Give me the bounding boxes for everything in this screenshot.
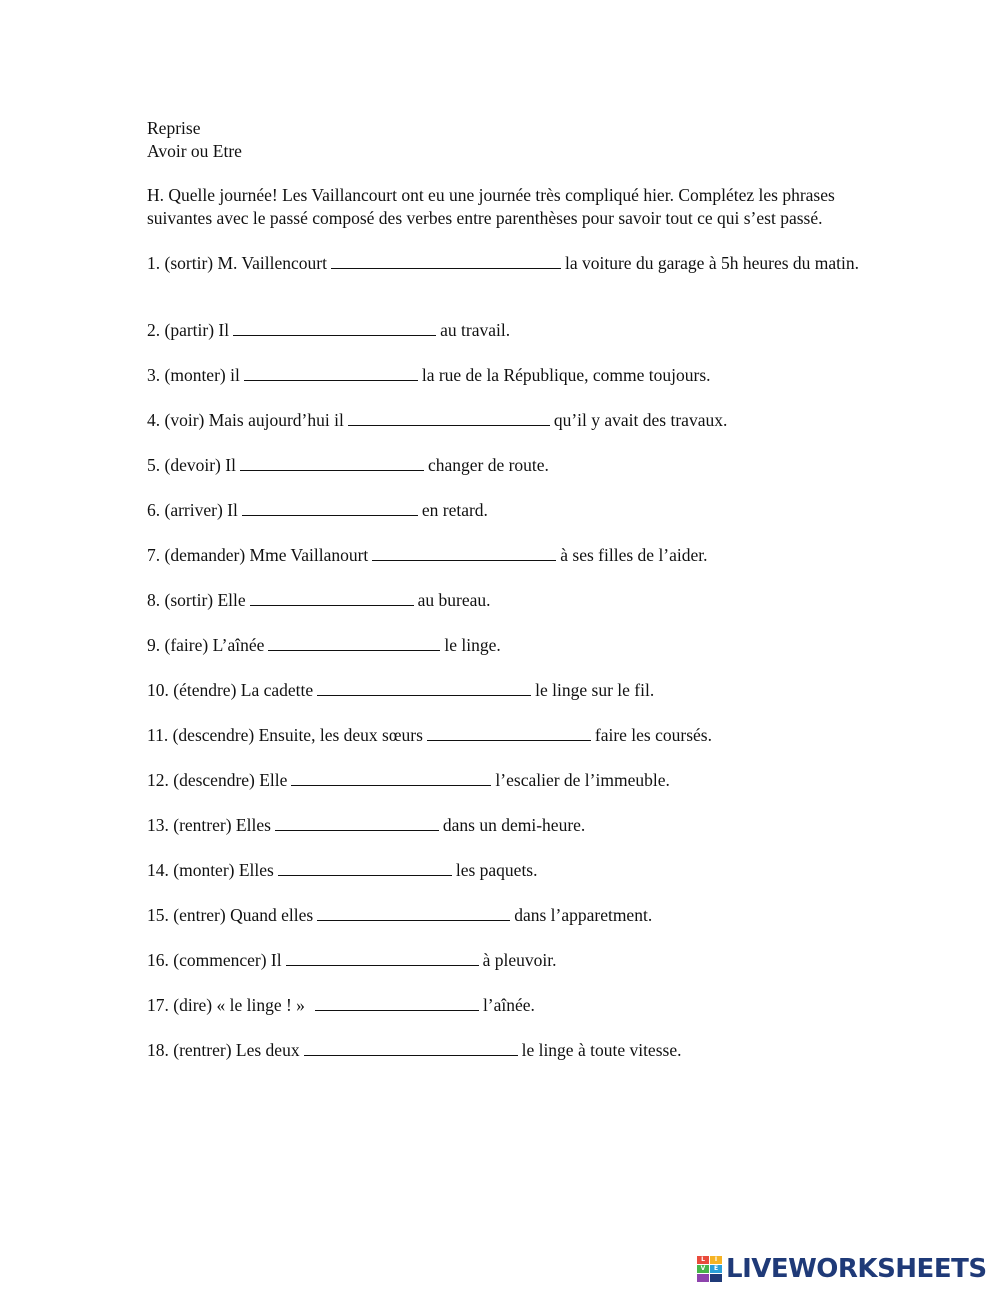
item-prompt: 4. (voir) Mais aujourd’hui il [147, 410, 344, 430]
logo-cube [710, 1274, 722, 1282]
logo-text: LIVEWORKSHEETS [726, 1254, 987, 1284]
item-prompt: 18. (rentrer) Les deux [147, 1040, 300, 1060]
exercise-item-16 [147, 948, 867, 993]
item-prompt: 7. (demander) Mme Vaillanourt [147, 545, 369, 565]
answer-blank[interactable] [427, 723, 591, 741]
logo-cube [697, 1274, 709, 1282]
item-continuation: au travail. [440, 320, 511, 340]
item-continuation: l’escalier de l’immeuble. [495, 770, 670, 790]
item-continuation: le linge sur le fil. [535, 680, 655, 700]
item-prompt: 3. (monter) il [147, 365, 240, 385]
answer-blank[interactable] [268, 633, 440, 651]
exercise-item-8 [147, 588, 867, 633]
item-continuation: l’aînée. [482, 995, 535, 1015]
item-prompt: 1. (sortir) M. Vaillencourt [147, 253, 327, 273]
worksheet-title: Reprise [147, 118, 201, 138]
item-continuation: à pleuvoir. [482, 950, 557, 970]
item-prompt: 17. (dire) « le linge ! » [147, 995, 305, 1015]
logo-cube: I [710, 1256, 722, 1264]
logo-cube: E [710, 1265, 722, 1273]
answer-blank[interactable] [315, 993, 479, 1011]
liveworksheets-logo[interactable] [697, 1253, 987, 1285]
item-continuation: dans un demi-heure. [442, 815, 586, 835]
answer-blank[interactable] [331, 251, 561, 269]
item-prompt: 15. (entrer) Quand elles [147, 905, 314, 925]
exercise-list [147, 251, 867, 1083]
item-continuation: la voiture du garage à 5h heures du matin. [565, 253, 859, 273]
answer-blank[interactable] [275, 813, 439, 831]
item-continuation: changer de route. [427, 455, 549, 475]
exercise-item-15 [147, 903, 867, 948]
item-prompt: 8. (sortir) Elle [147, 590, 246, 610]
answer-blank[interactable] [317, 678, 531, 696]
item-continuation: le linge à toute vitesse. [521, 1040, 682, 1060]
item-prompt: 2. (partir) Il [147, 320, 230, 340]
item-continuation: dans l’apparetment. [514, 905, 653, 925]
exercise-item-5 [147, 453, 867, 498]
logo-cubes-icon [697, 1256, 722, 1282]
logo-cube: L [697, 1256, 709, 1264]
answer-blank[interactable] [304, 1038, 518, 1056]
item-prompt: 6. (arriver) Il [147, 500, 238, 520]
item-continuation: les paquets. [455, 860, 538, 880]
exercise-item-7 [147, 543, 867, 588]
answer-blank[interactable] [286, 948, 479, 966]
exercise-item-2 [147, 318, 867, 363]
item-prompt: 14. (monter) Elles [147, 860, 274, 880]
answer-blank[interactable] [242, 498, 418, 516]
answer-blank[interactable] [372, 543, 556, 561]
item-continuation: à ses filles de l’aider. [560, 545, 708, 565]
item-continuation: le linge. [444, 635, 501, 655]
item-prompt: 16. (commencer) Il [147, 950, 282, 970]
exercise-item-14 [147, 858, 867, 903]
answer-blank[interactable] [250, 588, 414, 606]
exercise-item-11 [147, 723, 867, 768]
exercise-item-1 [147, 251, 867, 318]
item-prompt: 9. (faire) L’aînée [147, 635, 265, 655]
item-prompt: 12. (descendre) Elle [147, 770, 288, 790]
answer-blank[interactable] [278, 858, 452, 876]
logo-cube: V [697, 1265, 709, 1273]
exercise-item-13 [147, 813, 867, 858]
item-continuation: la rue de la République, comme toujours. [421, 365, 711, 385]
exercise-item-12 [147, 768, 867, 813]
answer-blank[interactable] [233, 318, 436, 336]
answer-blank[interactable] [240, 453, 424, 471]
item-continuation: en retard. [421, 500, 488, 520]
exercise-item-9 [147, 633, 867, 678]
item-continuation: au bureau. [417, 590, 491, 610]
item-prompt: 13. (rentrer) Elles [147, 815, 271, 835]
answer-blank[interactable] [317, 903, 510, 921]
answer-blank[interactable] [348, 408, 550, 426]
worksheet-subtitle: Avoir ou Etre [147, 141, 242, 161]
item-continuation: faire les coursés. [594, 725, 712, 745]
exercise-item-6 [147, 498, 867, 543]
exercise-item-3 [147, 363, 867, 408]
item-prompt: 10. (étendre) La cadette [147, 680, 314, 700]
exercise-item-4 [147, 408, 867, 453]
answer-blank[interactable] [291, 768, 491, 786]
exercise-item-17 [147, 993, 867, 1038]
exercise-item-10 [147, 678, 867, 723]
item-continuation: qu’il y avait des travaux. [553, 410, 728, 430]
answer-blank[interactable] [244, 363, 418, 381]
item-prompt: 5. (devoir) Il [147, 455, 236, 475]
instructions-paragraph: H. Quelle journée! Les Vaillancourt ont eu une journée très compliqué hier. Complétez les phrases suivantes avec le passé composé des verbes entre parenthèses pour savoir tout ce qui s’est passé. [147, 185, 835, 228]
item-prompt: 11. (descendre) Ensuite, les deux sœurs [147, 725, 423, 745]
worksheet [147, 117, 867, 1083]
exercise-item-18 [147, 1038, 867, 1083]
